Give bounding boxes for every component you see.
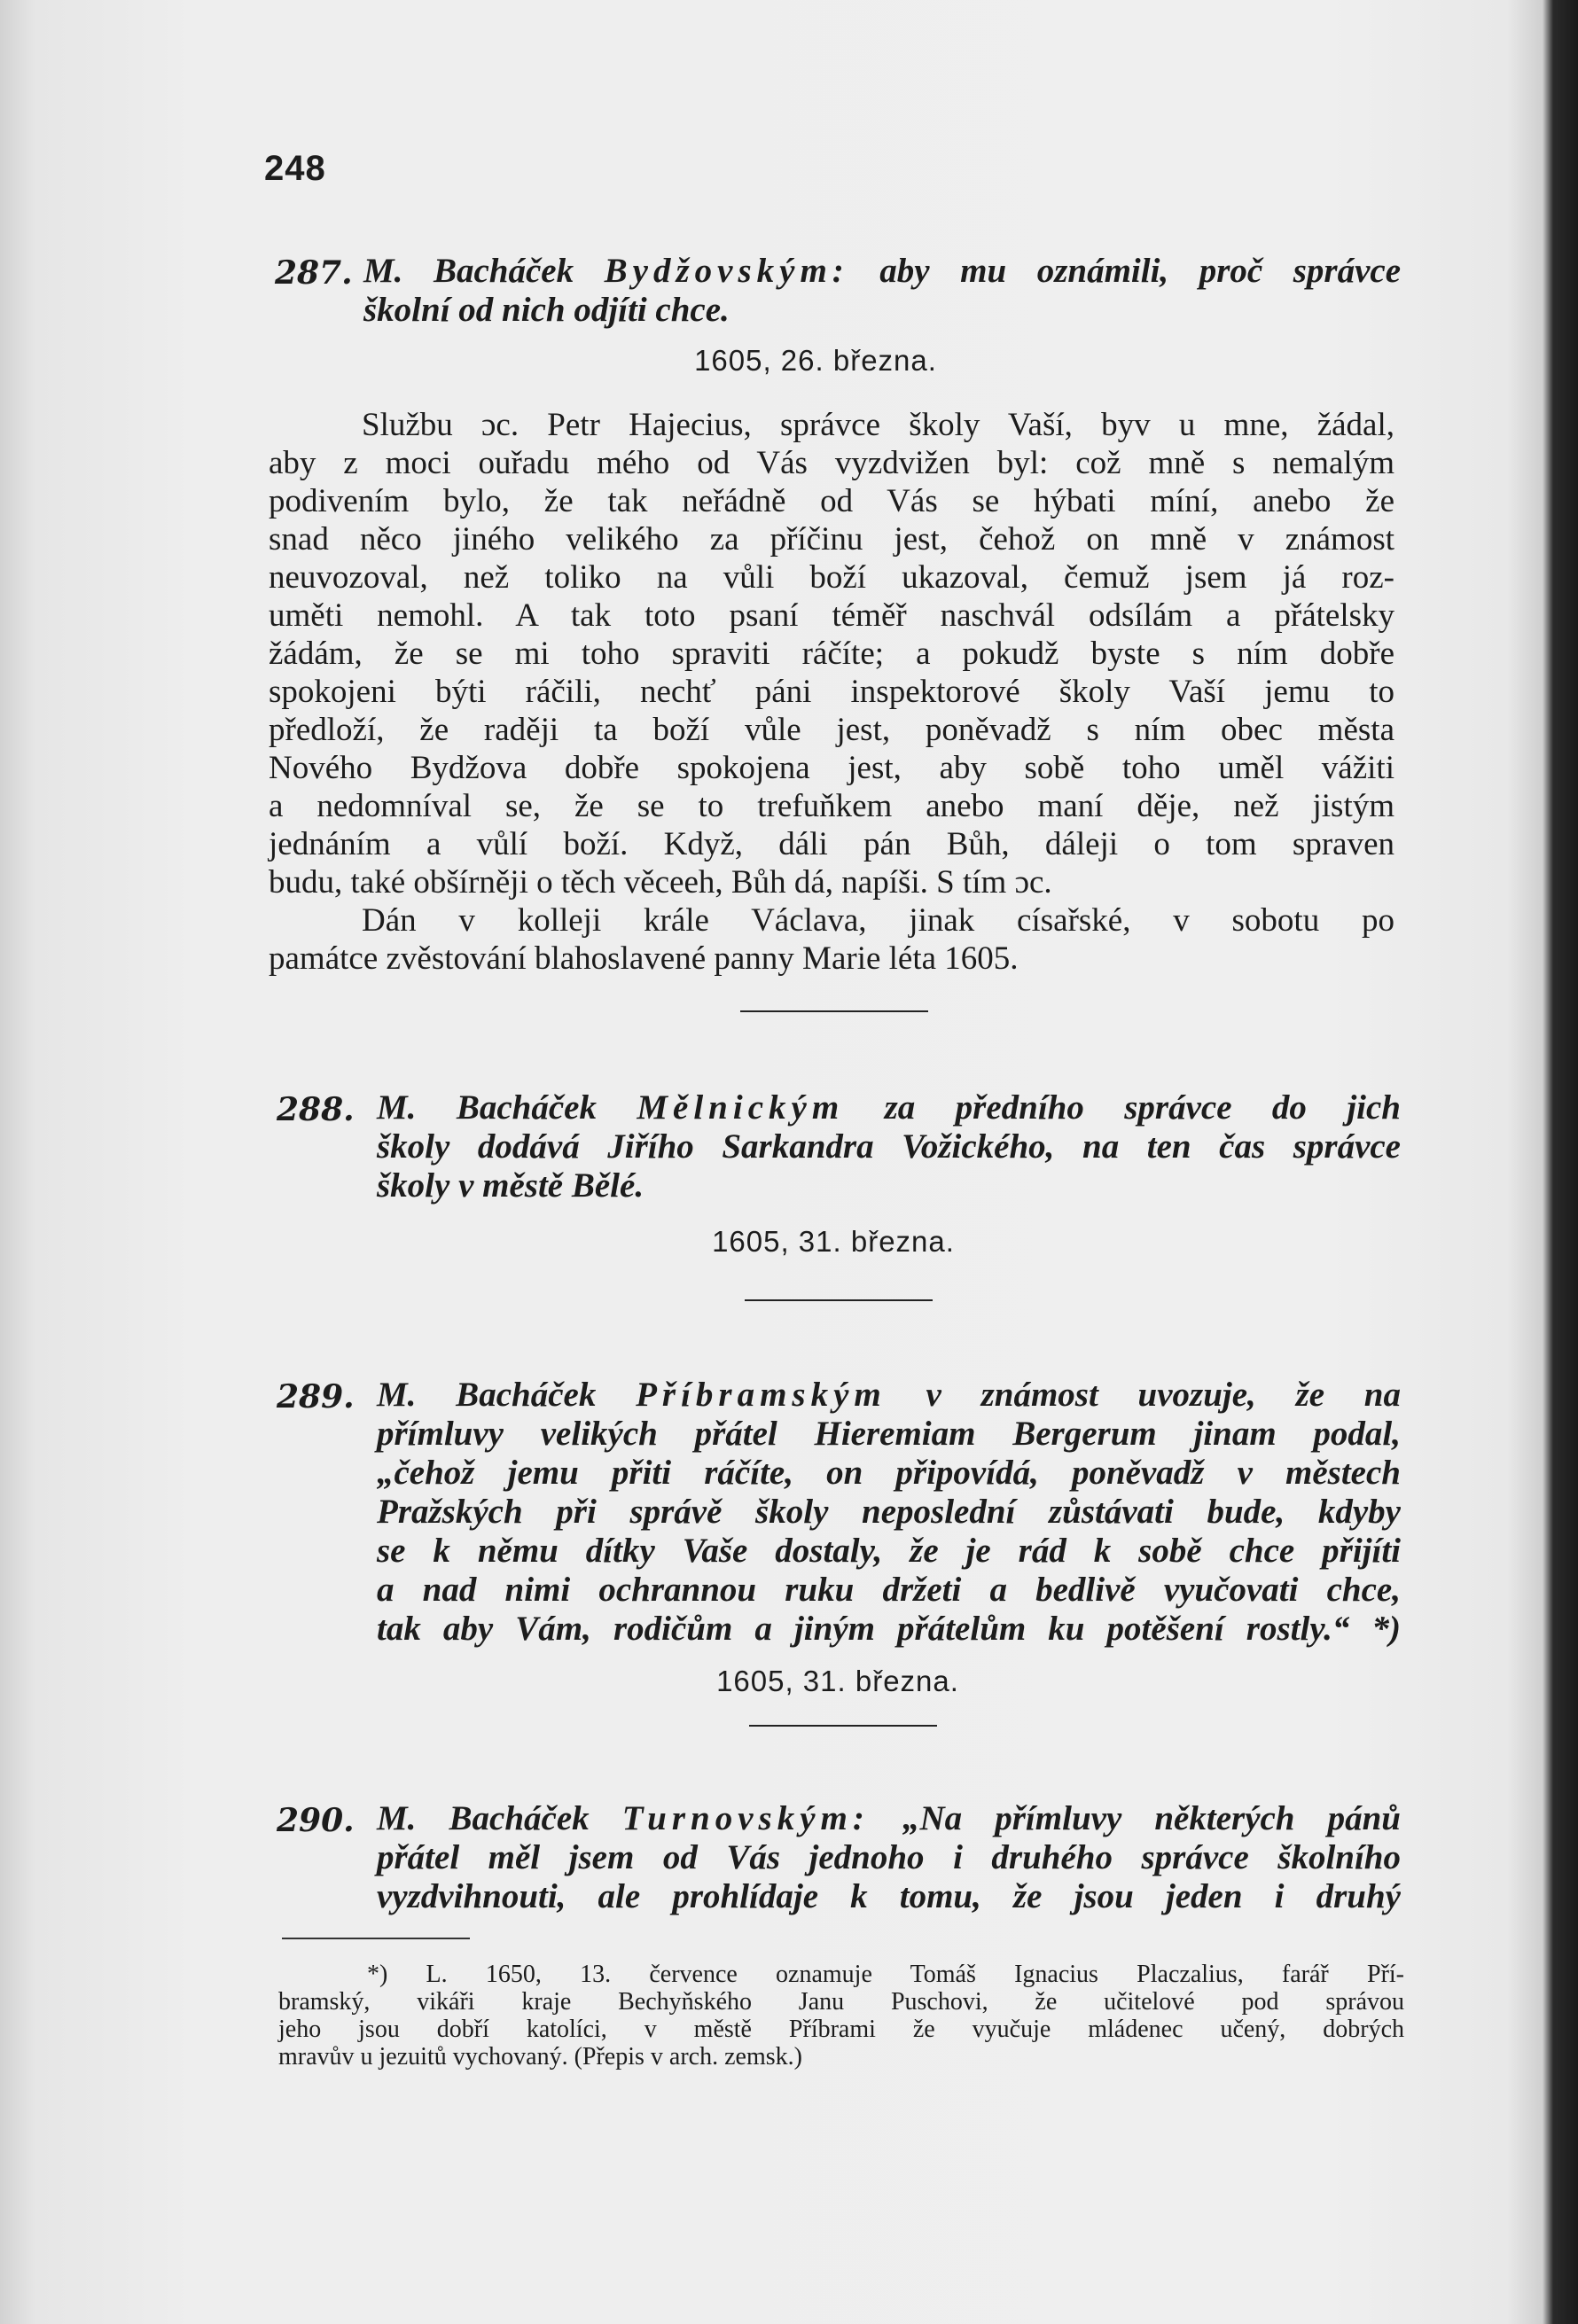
section-divider — [749, 1725, 937, 1727]
entry-date: 1605, 31. března. — [712, 1225, 955, 1258]
heading-line: školy v městě Bělé. — [377, 1166, 644, 1205]
heading-line: se k němu dítky Vaše dostaly, že je rád k sobě chce přijíti — [377, 1532, 1401, 1570]
footnote-line: *) L. 1650, 13. července oznamuje Tomáš Ignacius Placzalius, farář Pří- — [367, 1961, 1404, 1988]
body-line: uměti nemohl. A tak toto psaní téměř naschvál odsílám a přátelsky — [269, 597, 1394, 634]
body-line: jednáním a vůlí boží. Když, dáli pán Bůh, dáleji o tom spraven — [269, 826, 1394, 862]
entry-number: 290. — [277, 1802, 355, 1839]
heading-line: tak aby Vám, rodičům a jiným přátelům ku potěšení rostly.“ *) — [377, 1610, 1401, 1648]
page-number: 248 — [264, 149, 326, 188]
entry-heading — [377, 1799, 1401, 1916]
body-line: spokojeni býti ráčili, nechť páni inspektorové školy Vaší jemu to — [269, 674, 1394, 710]
entry-number: 288. — [277, 1091, 355, 1128]
entry-date: 1605, 31. března. — [716, 1665, 959, 1697]
heading-line: „čehož jemu přiti ráčíte, on připovídá, poněvadž v městech — [377, 1454, 1401, 1492]
letter-body — [269, 406, 1394, 978]
entry-heading — [377, 1088, 1401, 1205]
heading-line: školní od nich odjíti chce. — [363, 291, 730, 329]
heading-line: M. Bacháček Turnovským: „Na přímluvy některých pánů — [377, 1799, 1401, 1837]
body-line: aby z moci ouřadu mého od Vás vyzdvižen byl: což mně s nemalým — [269, 445, 1394, 481]
footnote-rule — [282, 1938, 470, 1939]
body-line: předloží, že raději ta boží vůle jest, poněvadž s ním obec města — [269, 712, 1394, 748]
heading-line: Pražských při správě školy neposlední zůstávati bude, kdyby — [377, 1493, 1401, 1531]
heading-line: vyzdvihnouti, ale prohlídaje k tomu, že jsou jeden i druhý — [377, 1877, 1401, 1915]
footnote — [278, 1961, 1404, 2071]
entry-date: 1605, 26. března. — [694, 344, 937, 377]
body-line: Službu ɔc. Petr Hajecius, správce školy Vaší, byv u mne, žádal, — [362, 407, 1394, 443]
footnote-line: bramský, vikáři kraje Bechyňského Janu Puschovi, že učitelové pod správou — [278, 1988, 1404, 2016]
entry-heading — [363, 252, 1401, 330]
section-divider — [740, 1010, 928, 1012]
body-line: neuvozoval, než toliko na vůli boží ukazoval, čemuž jsem já roz- — [269, 559, 1394, 596]
heading-line: a nad nimi ochrannou ruku držeti a bedlivě vyučovati chce, — [377, 1571, 1401, 1609]
footnote-line: mravův u jezuitů vychovaný. (Přepis v arch. zemsk.) — [278, 2043, 802, 2071]
heading-line: přátel měl jsem od Vás jednoho i druhého správce školního — [377, 1838, 1401, 1876]
entry-heading — [377, 1376, 1401, 1649]
heading-line: M. Bacháček Bydžovským: aby mu oznámili, proč správce — [363, 252, 1401, 290]
heading-line: M. Bacháček Mělnickým za předního správce do jich — [377, 1088, 1401, 1127]
entry-number: 289. — [277, 1378, 355, 1415]
section-divider — [745, 1299, 933, 1301]
body-line: žádám, že se mi toho spraviti ráčíte; a pokudž byste s ním dobře — [269, 636, 1394, 672]
body-line: Dán v kolleji krále Václava, jinak císařské, v sobotu po — [362, 902, 1394, 939]
body-line: Nového Bydžova dobře spokojena jest, aby sobě toho uměl vážiti — [269, 750, 1394, 786]
body-line: památce zvěstování blahoslavené panny Marie léta 1605. — [269, 940, 1019, 977]
body-line: snad něco jiného velikého za příčinu jest, čehož on mně v známost — [269, 521, 1394, 558]
body-line: a nedomníval se, že se to trefuňkem anebo maní děje, než jistým — [269, 788, 1394, 824]
footnote-line: jeho jsou dobří katolíci, v městě Příbrami že vyučuje mládenec učený, dobrých — [278, 2016, 1404, 2043]
body-line: podivením bylo, že tak neřádně od Vás se hýbati míní, anebo že — [269, 483, 1394, 519]
heading-line: M. Bacháček Příbramským v známost uvozuje, že na — [377, 1376, 1401, 1414]
body-line: budu, také obšírněji o těch věceeh, Bůh dá, napíši. S tím ɔc. — [269, 864, 1052, 901]
heading-line: školy dodává Jiřího Sarkandra Vožického, na ten čas správce — [377, 1127, 1401, 1166]
heading-line: přímluvy velikých přátel Hieremiam Bergerum jinam podal, — [377, 1415, 1401, 1453]
entry-number: 287. — [275, 254, 353, 292]
